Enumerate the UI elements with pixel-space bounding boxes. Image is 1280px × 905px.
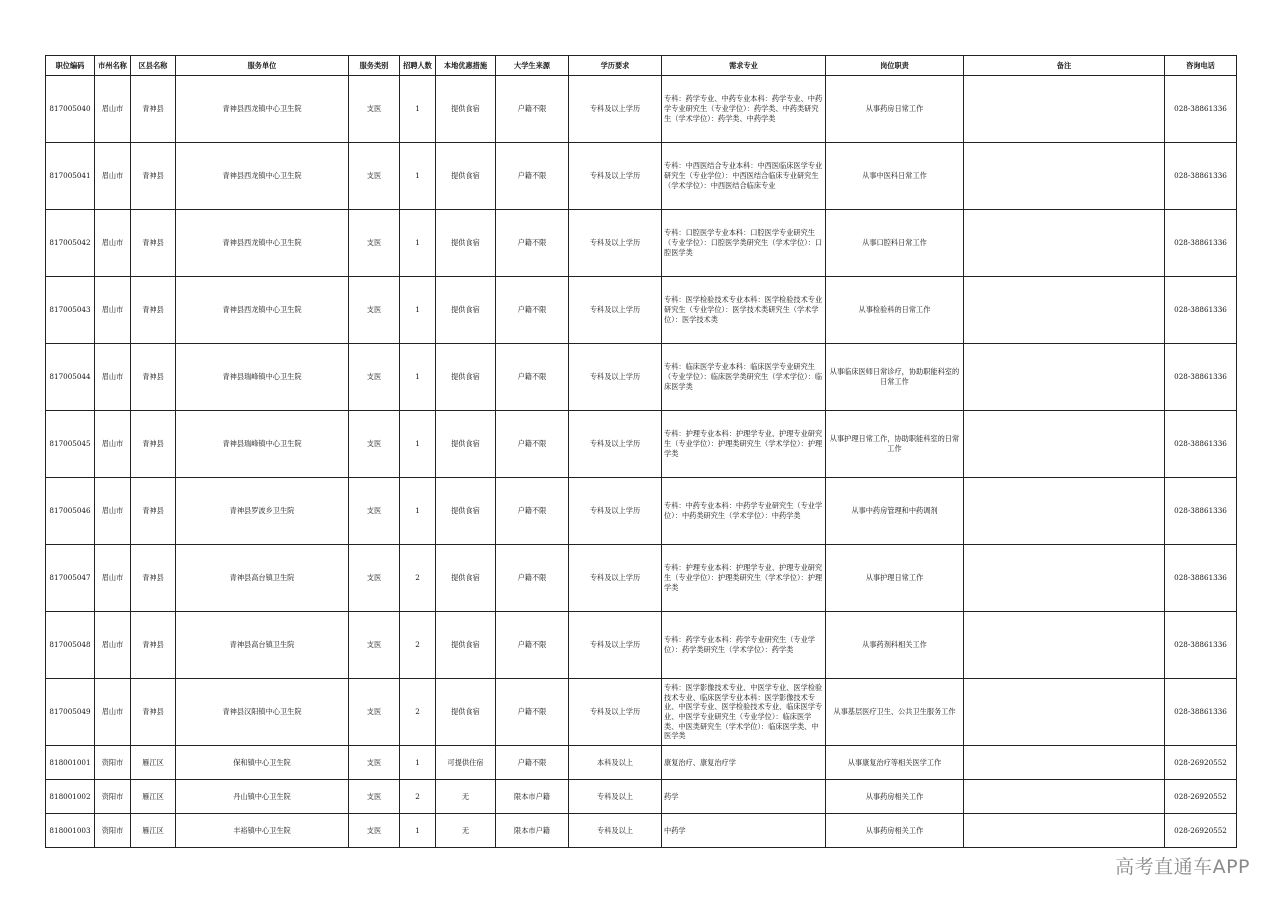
cell-headcount: 1 [400,277,436,344]
table-body [46,76,1237,848]
cell-duties: 从事药剂科相关工作 [826,612,964,679]
cell-education: 专科及以上 [569,780,662,814]
cell-major: 中药学 [662,814,826,848]
cell-local-benefits: 提供食宿 [436,612,496,679]
cell-major: 专科：药学专业、中药专业本科：药学专业、中药学专业研究生（专业学位）：药学类、中药类研究生（学术学位）：药学类、中药学类 [662,76,826,143]
cell-remarks [964,210,1165,277]
cell-phone: 028-38861336 [1165,277,1237,344]
cell-local-benefits: 提供食宿 [436,545,496,612]
table-row [46,746,1237,780]
cell-education: 专科及以上学历 [569,344,662,411]
cell-student-source: 户籍不限 [496,210,569,277]
cell-unit: 青神县瑞峰镇中心卫生院 [176,344,349,411]
cell-headcount: 1 [400,814,436,848]
cell-county: 青神县 [131,411,176,478]
cell-remarks [964,143,1165,210]
cell-county: 青神县 [131,545,176,612]
cell-major: 专科：医学检验技术专业本科：医学检验技术专业研究生（专业学位）：医学技术类研究生（学术学位）：医学技术类 [662,277,826,344]
cell-phone: 028-26920552 [1165,780,1237,814]
cell-phone: 028-38861336 [1165,210,1237,277]
cell-code: 817005046 [46,478,95,545]
cell-duties: 从事中药房管理和中药调剂 [826,478,964,545]
cell-phone: 028-38861336 [1165,344,1237,411]
cell-service-type: 支医 [349,277,400,344]
cell-city: 眉山市 [95,210,131,277]
cell-city: 眉山市 [95,143,131,210]
cell-duties: 从事药房相关工作 [826,814,964,848]
cell-unit: 保和镇中心卫生院 [176,746,349,780]
cell-duties: 从事临床医师日常诊疗，协助职能科室的日常工作 [826,344,964,411]
cell-county: 雁江区 [131,746,176,780]
cell-local-benefits: 无 [436,780,496,814]
header-cell-headcount: 招聘人数 [400,56,436,76]
cell-remarks [964,612,1165,679]
cell-local-benefits: 提供食宿 [436,679,496,746]
cell-major: 专科：临床医学专业本科：临床医学专业研究生（专业学位）：临床医学类研究生（学术学位）：临床医学类 [662,344,826,411]
header-cell-city: 市州名称 [95,56,131,76]
cell-county: 青神县 [131,478,176,545]
cell-headcount: 1 [400,746,436,780]
table-row [46,814,1237,848]
cell-service-type: 支医 [349,143,400,210]
header-cell-education: 学历要求 [569,56,662,76]
table-row [46,612,1237,679]
cell-code: 817005045 [46,411,95,478]
cell-unit: 丰裕镇中心卫生院 [176,814,349,848]
cell-service-type: 支医 [349,612,400,679]
cell-service-type: 支医 [349,210,400,277]
cell-city: 眉山市 [95,277,131,344]
table-header [46,56,1237,76]
cell-headcount: 2 [400,545,436,612]
cell-code: 817005043 [46,277,95,344]
cell-local-benefits: 无 [436,814,496,848]
cell-unit: 青神县西龙镇中心卫生院 [176,76,349,143]
table-row [46,344,1237,411]
cell-code: 817005042 [46,210,95,277]
cell-phone: 028-38861336 [1165,143,1237,210]
cell-unit: 青神县高台镇卫生院 [176,545,349,612]
cell-student-source: 户籍不限 [496,679,569,746]
cell-student-source: 户籍不限 [496,746,569,780]
cell-phone: 028-38861336 [1165,76,1237,143]
cell-major: 专科：医学影像技术专业、中医学专业、医学检验技术专业、临床医学专业本科：医学影像技术专业、中医学专业、医学检验技术专业、临床医学专业、中医学专业研究生（专业学位）：临床医学类、中医类研究生（学术学位）：临床医学类、中医学类 [662,679,826,746]
cell-student-source: 户籍不限 [496,143,569,210]
cell-education: 本科及以上 [569,746,662,780]
cell-education: 专科及以上学历 [569,76,662,143]
cell-local-benefits: 提供食宿 [436,411,496,478]
cell-remarks [964,277,1165,344]
cell-major: 药学 [662,780,826,814]
cell-headcount: 1 [400,411,436,478]
cell-duties: 从事检验科的日常工作 [826,277,964,344]
cell-major: 专科：药学专业本科：药学专业研究生（专业学位）：药学类研究生（学术学位）：药学类 [662,612,826,679]
cell-county: 青神县 [131,143,176,210]
cell-headcount: 1 [400,143,436,210]
cell-duties: 从事康复治疗等相关医学工作 [826,746,964,780]
cell-headcount: 1 [400,210,436,277]
cell-education: 专科及以上学历 [569,478,662,545]
cell-unit: 青神县西龙镇中心卫生院 [176,210,349,277]
cell-remarks [964,76,1165,143]
table-row [46,143,1237,210]
cell-unit: 青神县罗波乡卫生院 [176,478,349,545]
table-row [46,545,1237,612]
cell-headcount: 2 [400,612,436,679]
cell-major: 康复治疗、康复治疗学 [662,746,826,780]
cell-headcount: 1 [400,344,436,411]
cell-county: 青神县 [131,612,176,679]
header-cell-major: 需求专业 [662,56,826,76]
header-row [46,56,1237,76]
cell-duties: 从事药房日常工作 [826,76,964,143]
cell-code: 818001001 [46,746,95,780]
cell-service-type: 支医 [349,746,400,780]
cell-education: 专科及以上学历 [569,277,662,344]
cell-student-source: 限本市户籍 [496,780,569,814]
table-row [46,478,1237,545]
cell-remarks [964,344,1165,411]
header-cell-county: 区县名称 [131,56,176,76]
cell-county: 青神县 [131,210,176,277]
cell-education: 专科及以上学历 [569,210,662,277]
cell-county: 青神县 [131,277,176,344]
cell-phone: 028-38861336 [1165,679,1237,746]
cell-code: 818001003 [46,814,95,848]
cell-remarks [964,478,1165,545]
cell-phone: 028-38861336 [1165,545,1237,612]
cell-student-source: 限本市户籍 [496,814,569,848]
table-row [46,277,1237,344]
cell-city: 资阳市 [95,814,131,848]
table-row [46,76,1237,143]
table-row [46,679,1237,746]
cell-city: 眉山市 [95,679,131,746]
cell-local-benefits: 提供食宿 [436,344,496,411]
cell-service-type: 支医 [349,478,400,545]
cell-headcount: 1 [400,76,436,143]
cell-code: 817005041 [46,143,95,210]
cell-duties: 从事基层医疗卫生、公共卫生服务工作 [826,679,964,746]
cell-education: 专科及以上学历 [569,612,662,679]
cell-local-benefits: 提供食宿 [436,143,496,210]
cell-service-type: 支医 [349,679,400,746]
cell-local-benefits: 提供食宿 [436,478,496,545]
cell-student-source: 户籍不限 [496,411,569,478]
cell-major: 专科：中西医结合专业本科：中西医临床医学专业研究生（专业学位）：中西医结合临床专业研究生（学术学位）：中西医结合临床专业 [662,143,826,210]
cell-phone: 028-26920552 [1165,746,1237,780]
header-cell-local-benefits: 本地优惠措施 [436,56,496,76]
header-cell-phone: 咨询电话 [1165,56,1237,76]
cell-county: 雁江区 [131,780,176,814]
cell-unit: 青神县汉阳镇中心卫生院 [176,679,349,746]
cell-major: 专科：口腔医学专业本科：口腔医学专业研究生（专业学位）：口腔医学类研究生（学术学位）：口腔医学类 [662,210,826,277]
cell-remarks [964,545,1165,612]
cell-duties: 从事护理日常工作，协助职能科室的日常工作 [826,411,964,478]
cell-unit: 青神县瑞峰镇中心卫生院 [176,411,349,478]
header-cell-unit: 服务单位 [176,56,349,76]
cell-education: 专科及以上 [569,814,662,848]
cell-code: 817005040 [46,76,95,143]
cell-county: 青神县 [131,679,176,746]
cell-student-source: 户籍不限 [496,545,569,612]
cell-code: 818001002 [46,780,95,814]
cell-headcount: 1 [400,478,436,545]
cell-service-type: 支医 [349,344,400,411]
cell-city: 眉山市 [95,411,131,478]
cell-phone: 028-38861336 [1165,411,1237,478]
cell-education: 专科及以上学历 [569,411,662,478]
cell-remarks [964,814,1165,848]
cell-service-type: 支医 [349,411,400,478]
cell-local-benefits: 可提供住宿 [436,746,496,780]
cell-county: 青神县 [131,76,176,143]
cell-student-source: 户籍不限 [496,344,569,411]
cell-service-type: 支医 [349,545,400,612]
cell-county: 雁江区 [131,814,176,848]
cell-city: 眉山市 [95,344,131,411]
cell-code: 817005047 [46,545,95,612]
watermark: 高考直通车APP [1115,856,1250,878]
cell-code: 817005048 [46,612,95,679]
cell-city: 眉山市 [95,478,131,545]
cell-code: 817005049 [46,679,95,746]
cell-county: 青神县 [131,344,176,411]
cell-city: 资阳市 [95,746,131,780]
cell-student-source: 户籍不限 [496,277,569,344]
cell-city: 眉山市 [95,76,131,143]
cell-local-benefits: 提供食宿 [436,210,496,277]
cell-code: 817005044 [46,344,95,411]
cell-phone: 028-38861336 [1165,478,1237,545]
cell-remarks [964,780,1165,814]
cell-local-benefits: 提供食宿 [436,76,496,143]
cell-remarks [964,411,1165,478]
cell-student-source: 户籍不限 [496,478,569,545]
cell-major: 专科：护理专业本科：护理学专业、护理专业研究生（专业学位）：护理类研究生（学术学位）：护理学类 [662,411,826,478]
cell-major: 专科：护理专业本科：护理学专业、护理专业研究生（专业学位）：护理类研究生（学术学位）：护理学类 [662,545,826,612]
table-row [46,210,1237,277]
cell-unit: 青神县高台镇卫生院 [176,612,349,679]
cell-phone: 028-38861336 [1165,612,1237,679]
header-cell-service-type: 服务类别 [349,56,400,76]
cell-student-source: 户籍不限 [496,76,569,143]
cell-headcount: 2 [400,780,436,814]
cell-service-type: 支医 [349,814,400,848]
cell-phone: 028-26920552 [1165,814,1237,848]
cell-unit: 青神县西龙镇中心卫生院 [176,143,349,210]
cell-student-source: 户籍不限 [496,612,569,679]
cell-education: 专科及以上学历 [569,143,662,210]
cell-service-type: 支医 [349,76,400,143]
cell-remarks [964,746,1165,780]
cell-city: 资阳市 [95,780,131,814]
cell-duties: 从事口腔科日常工作 [826,210,964,277]
cell-education: 专科及以上学历 [569,545,662,612]
cell-duties: 从事药房相关工作 [826,780,964,814]
cell-major: 专科：中药专业本科：中药学专业研究生（专业学位）：中药类研究生（学术学位）：中药学类 [662,478,826,545]
header-cell-code: 职位编码 [46,56,95,76]
cell-education: 专科及以上学历 [569,679,662,746]
cell-service-type: 支医 [349,780,400,814]
header-cell-student-source: 大学生来源 [496,56,569,76]
table-row [46,780,1237,814]
cell-city: 眉山市 [95,545,131,612]
cell-duties: 从事中医科日常工作 [826,143,964,210]
cell-city: 眉山市 [95,612,131,679]
cell-unit: 青神县西龙镇中心卫生院 [176,277,349,344]
cell-remarks [964,679,1165,746]
cell-unit: 丹山镇中心卫生院 [176,780,349,814]
job-table [45,55,1237,848]
cell-headcount: 2 [400,679,436,746]
table-row [46,411,1237,478]
header-cell-duties: 岗位职责 [826,56,964,76]
cell-duties: 从事护理日常工作 [826,545,964,612]
cell-local-benefits: 提供食宿 [436,277,496,344]
header-cell-remarks: 备注 [964,56,1165,76]
